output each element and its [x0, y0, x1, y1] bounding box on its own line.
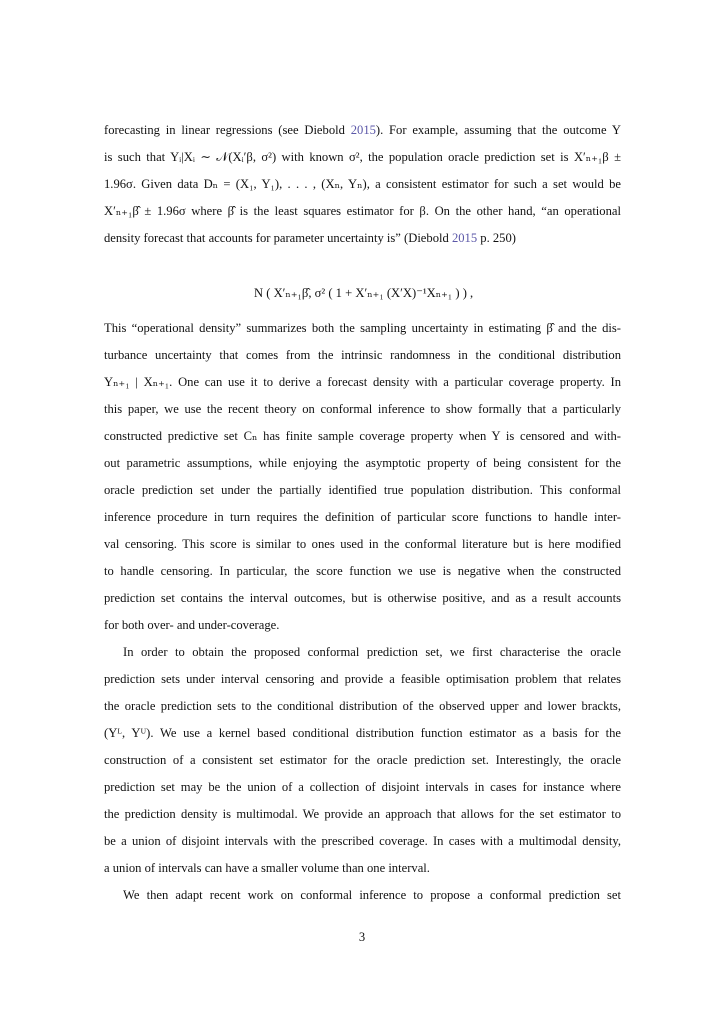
text-line: be a union of disjoint intervals with the prescribed coverage. In cases with a multimodal density,	[104, 834, 621, 848]
text-line: (Yᴸ, Yᵁ). We use a kernel based conditional distribution function estimator as a basis for the	[104, 726, 621, 740]
text-line	[104, 121, 621, 139]
text-line: the oracle prediction sets to the conditional distribution of the observed upper and lower brackts,	[104, 699, 621, 713]
text-line: In order to obtain the proposed conformal prediction set, we first characterise the oracle	[123, 645, 621, 659]
text-span: forecasting in linear regressions (see Diebold	[104, 123, 351, 137]
text-line: We then adapt recent work on conformal inference to propose a conformal prediction set	[123, 888, 621, 902]
text-line: the prediction density is multimodal. We provide an approach that allows for the set estimator to	[104, 807, 621, 821]
text-line: constructed predictive set Cₙ has finite sample coverage property when Y is censored and with-	[104, 429, 621, 443]
text-line: prediction set contains the interval outcomes, but is otherwise positive, and as a result accounts	[104, 591, 621, 605]
text-line: a union of intervals can have a smaller volume than one interval.	[104, 861, 430, 875]
text-line: turbance uncertainty that comes from the intrinsic randomness in the conditional distribution	[104, 348, 621, 362]
text-line: This “operational density” summarizes both the sampling uncertainty in estimating β̂ and the dis-	[104, 321, 621, 335]
text-line: inference procedure in turn requires the definition of particular score functions to handle inter-	[104, 510, 621, 524]
text-span: ). For example, assuming that the outcome Y	[375, 123, 621, 137]
text-line: 1.96σ. Given data Dₙ = (X₁, Y₁), . . . , (Xₙ, Yₙ), a consistent estimator for such a set would be	[104, 177, 621, 191]
text-line: val censoring. This score is similar to ones used in the conformal literature but is here modified	[104, 537, 621, 551]
text-line: is such that Yᵢ|Xᵢ ∼ 𝒩(Xᵢ′β, σ²) with known σ², the population oracle prediction set is X′ₙ₊₁β ±	[104, 150, 621, 164]
text-line: prediction set may be the union of a collection of disjoint intervals in cases for instance where	[104, 780, 621, 794]
text-line: X′ₙ₊₁β̂ ± 1.96σ where β̂ is the least squares estimator for β. On the other hand, “an operational	[104, 204, 621, 218]
text-span: p. 250)	[477, 231, 516, 245]
text-line: oracle prediction set under the partially identified true population distribution. This conformal	[104, 483, 621, 497]
text-line: this paper, we use the recent theory on conformal inference to show formally that a particularly	[104, 402, 621, 416]
text-line: for both over- and under-coverage.	[104, 618, 280, 632]
text-line: out parametric assumptions, while enjoying the asymptotic property of being consistent for the	[104, 456, 621, 470]
citation-link[interactable]: 2015	[451, 231, 478, 245]
citation-link[interactable]: 2015	[350, 123, 376, 137]
page-number: 3	[358, 930, 366, 944]
text-line: to handle censoring. In particular, the score function we use is negative when the constructed	[104, 564, 621, 578]
text-line: construction of a consistent set estimator for the oracle prediction set. Interestingly, the oracle	[104, 753, 621, 767]
text-line: Yₙ₊₁ | Xₙ₊₁. One can use it to derive a forecast density with a particular coverage property. In	[104, 375, 621, 389]
display-equation: N ( X′ₙ₊₁β̂, σ² ( 1 + X′ₙ₊₁ (X′X)⁻¹Xₙ₊₁ ) ) ,	[254, 286, 474, 300]
text-span: density forecast that accounts for parameter uncertainty is” (Diebold	[104, 231, 452, 245]
text-line: prediction sets under interval censoring and provide a feasible optimisation problem that relates	[104, 672, 621, 686]
text-line	[104, 229, 621, 247]
